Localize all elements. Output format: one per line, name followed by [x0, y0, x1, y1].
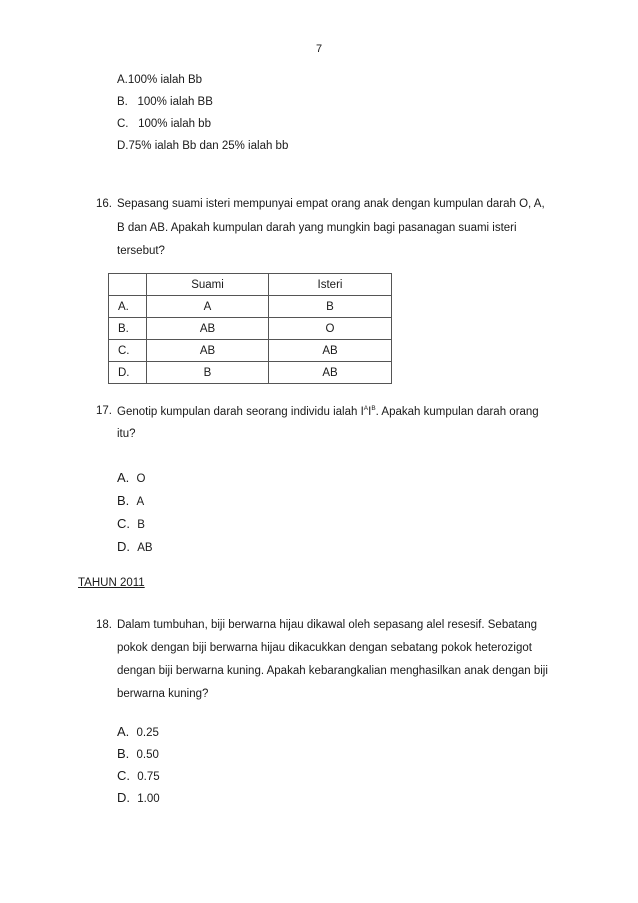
- q16-line-3: tersebut?: [117, 245, 165, 257]
- q18-line-3: dengan biji berwarna kuning. Apakah kebarangkalian menghasilkan anak dengan biji: [117, 665, 548, 677]
- q17-option-a: [117, 470, 145, 485]
- q18-option-d: [117, 790, 160, 805]
- q18-line-1: Dalam tumbuhan, biji berwarna hijau dikawal oleh sepasang alel resesif. Sebatang: [117, 619, 538, 631]
- q15-option-b: B. 100% ialah BB: [117, 96, 213, 108]
- table-header-cell: [109, 274, 147, 296]
- table-row: [109, 318, 392, 340]
- option-letter: D.: [117, 539, 130, 554]
- q15-option-d: D.75% ialah Bb dan 25% ialah bb: [117, 140, 289, 152]
- q18-option-b: [117, 746, 159, 761]
- option-text: 0.50: [136, 749, 159, 761]
- table-cell: B: [147, 362, 269, 384]
- table-cell: AB: [147, 340, 269, 362]
- option-text: 0.75: [137, 771, 160, 783]
- table-cell: C.: [109, 340, 147, 362]
- option-text: O: [136, 473, 146, 485]
- q15-option-c: C. 100% ialah bb: [117, 118, 211, 130]
- q16-number: 16.: [96, 198, 112, 210]
- q17-text-before: Genotip kumpulan darah seorang individu ialah I: [117, 406, 364, 418]
- q17-allele-i: I: [368, 406, 372, 418]
- table-cell: A: [147, 296, 269, 318]
- q18-number: 18.: [96, 619, 112, 631]
- table-row: [109, 362, 392, 384]
- option-letter: B.: [117, 746, 130, 761]
- q17-line-1: [117, 405, 539, 418]
- option-text: A: [136, 496, 145, 508]
- allele-superscript-b: B: [371, 405, 376, 412]
- option-text: 0.25: [136, 727, 159, 739]
- option-text: 1.00: [137, 793, 160, 805]
- q18-option-c: [117, 768, 160, 783]
- q17-option-b: [117, 493, 144, 508]
- table-header-cell: Suami: [147, 274, 269, 296]
- q17-line-2: itu?: [117, 428, 136, 440]
- option-letter: C.: [117, 768, 130, 783]
- q15-option-a: A.100% ialah Bb: [117, 74, 203, 86]
- option-text: B: [137, 519, 145, 531]
- table-cell: B: [269, 296, 392, 318]
- table-cell: AB: [269, 340, 392, 362]
- option-letter: A.: [117, 724, 130, 739]
- table-cell: A.: [109, 296, 147, 318]
- table-row: [109, 340, 392, 362]
- q18-line-4: berwarna kuning?: [117, 688, 209, 700]
- q18-option-a: [117, 724, 159, 739]
- table-cell: B.: [109, 318, 147, 340]
- table-row: [109, 296, 392, 318]
- allele-superscript-a: A: [363, 405, 369, 412]
- option-letter: C.: [117, 516, 130, 531]
- option-letter: A.: [117, 470, 130, 485]
- table-header-row: [109, 274, 392, 296]
- table-cell: D.: [109, 362, 147, 384]
- option-text: AB: [137, 542, 153, 554]
- q17-number: 17.: [96, 405, 112, 417]
- table-cell: O: [269, 318, 392, 340]
- table-header-cell: Isteri: [269, 274, 392, 296]
- table-cell: AB: [147, 318, 269, 340]
- q17-text-after: . Apakah kumpulan darah orang: [375, 406, 539, 418]
- q16-line-2: B dan AB. Apakah kumpulan darah yang mungkin bagi pasanagan suami isteri: [117, 222, 517, 234]
- q17-option-d: [117, 539, 153, 554]
- q16-line-1: Sepasang suami isteri mempunyai empat orang anak dengan kumpulan darah O, A,: [117, 198, 545, 210]
- table-cell: AB: [269, 362, 392, 384]
- blood-group-table: [108, 273, 392, 384]
- section-year-heading: TAHUN 2011: [78, 577, 145, 589]
- q17-option-c: [117, 516, 145, 531]
- q18-line-2: pokok dengan biji berwarna hijau dikacukkan dengan sebatang pokok heterozigot: [117, 642, 532, 654]
- option-letter: B.: [117, 493, 130, 508]
- option-letter: D.: [117, 790, 130, 805]
- page-number: 7: [315, 43, 323, 55]
